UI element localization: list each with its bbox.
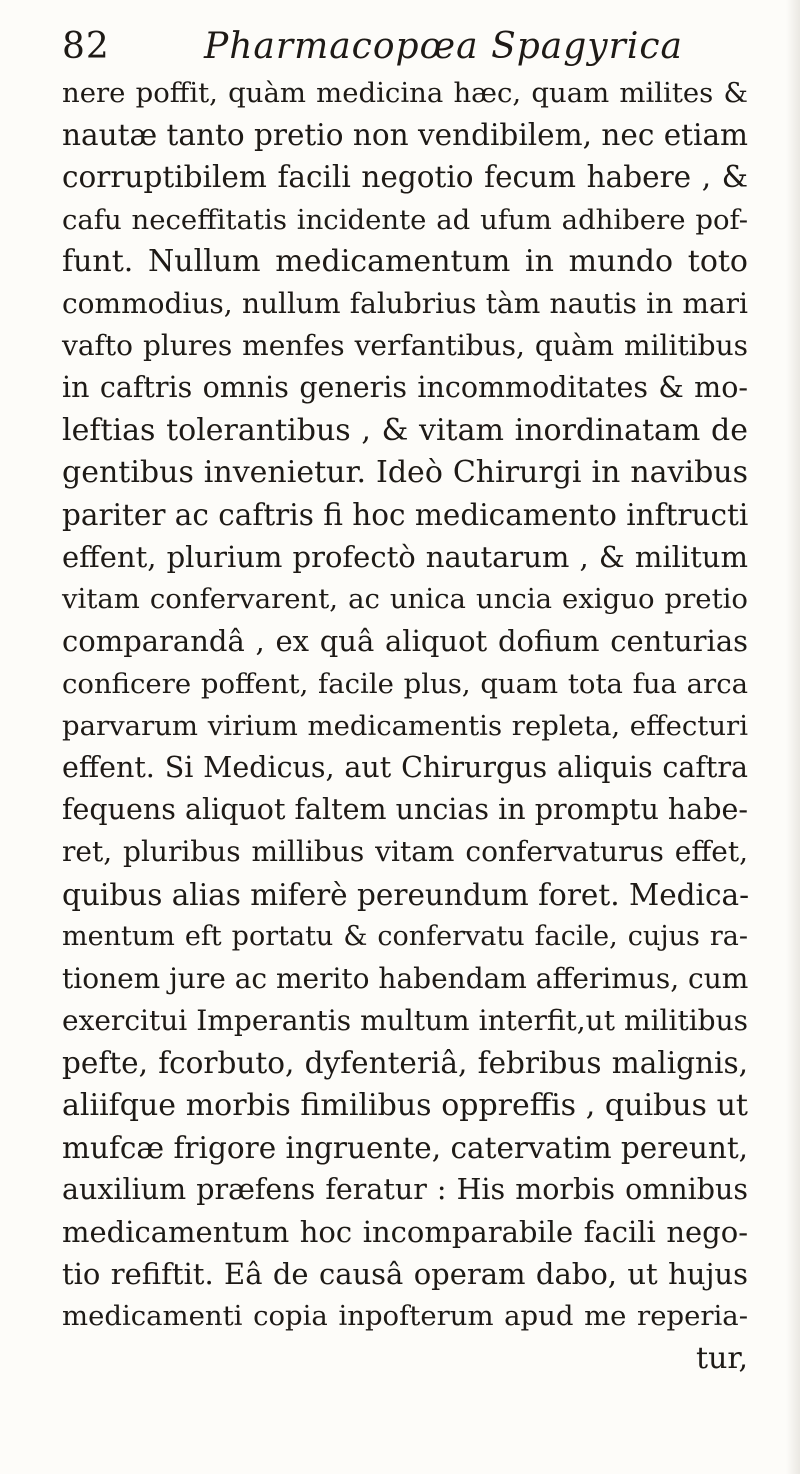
body-text [62, 72, 748, 1380]
text-line: quibus alias miferè pereundum foret. Medica- [62, 877, 750, 912]
text-line: pariter ac caftris fi hoc medicamento inftructi [62, 497, 749, 532]
text-line: in caftris omnis generis incommoditates & mo- [62, 371, 748, 405]
text-line: parvarum virium medicamentis repleta, effecturi [62, 709, 748, 742]
text-line: corruptibilem facili negotio fecum habere , & [62, 160, 748, 195]
running-head: Pharmacopœa Spagyrica [204, 26, 683, 67]
text-line: mentum eft portatu & confervatu facile, cujus ra- [62, 920, 748, 952]
text-line: auxilium præfens feratur : His morbis omnibus [62, 1172, 748, 1206]
text-line: ret, pluribus millibus vitam confervaturus effet, [62, 835, 748, 869]
text-line: tionem jure ac merito habendam afferimus, cum [62, 961, 749, 995]
text-line: fequens aliquot faltem uncias in promptu habe- [62, 793, 748, 827]
page-header [62, 22, 760, 72]
text-line: effent. Si Medicus, aut Chirurgus aliquis caftra [62, 751, 748, 784]
text-line: conficere poffent, facile plus, quam tota fua arca [62, 667, 748, 700]
page-number: 82 [62, 26, 110, 67]
text-line: leftias tolerantibus , & vitam inordinatam de [62, 412, 748, 448]
text-line: comparandâ , ex quâ aliquot dofium centurias [62, 624, 748, 659]
page-edge-shadow [786, 0, 800, 1474]
text-line: funt. Nullum medicamentum in mundo toto [62, 243, 748, 279]
text-line: commodius, nullum falubrius tàm nautis in mari [62, 286, 748, 320]
text-line: tio refiftit. Eâ de causâ operam dabo, ut hujus [62, 1257, 748, 1292]
text-line: pefte, fcorbuto, dyfenteriâ, febribus malignis, [62, 1046, 748, 1081]
text-line: medicamentum hoc incomparabile facili nego- [62, 1215, 748, 1250]
text-line: vitam confervarent, ac unica uncia exiguo pretio [62, 583, 748, 616]
text-line: nere poffit, quàm medicina hæc, quam milites & [62, 77, 748, 109]
text-line: exercitui Imperantis multum interfit,ut militibus [62, 1004, 748, 1038]
text-line: cafu neceffitatis incidente ad ufum adhibere pof- [62, 203, 748, 236]
text-line: mufcæ frigore ingruente, catervatim pereunt, [62, 1130, 749, 1165]
text-line: aliifque morbis fimilibus oppreffis , quibus ut [62, 1087, 748, 1123]
text-line: effent, plurium profectò nautarum , & militum [62, 540, 748, 575]
catchword: tur, [696, 1340, 748, 1376]
text-line: gentibus invenietur. Ideò Chirurgi in navibus [62, 454, 748, 490]
text-line: vafto plures menfes verfantibus, quàm militibus [62, 329, 748, 363]
text-line: nautæ tanto pretio non vendibilem, nec etiam [62, 118, 749, 153]
text-line: medicamenti copia inpofterum apud me reperia- [62, 1300, 748, 1333]
